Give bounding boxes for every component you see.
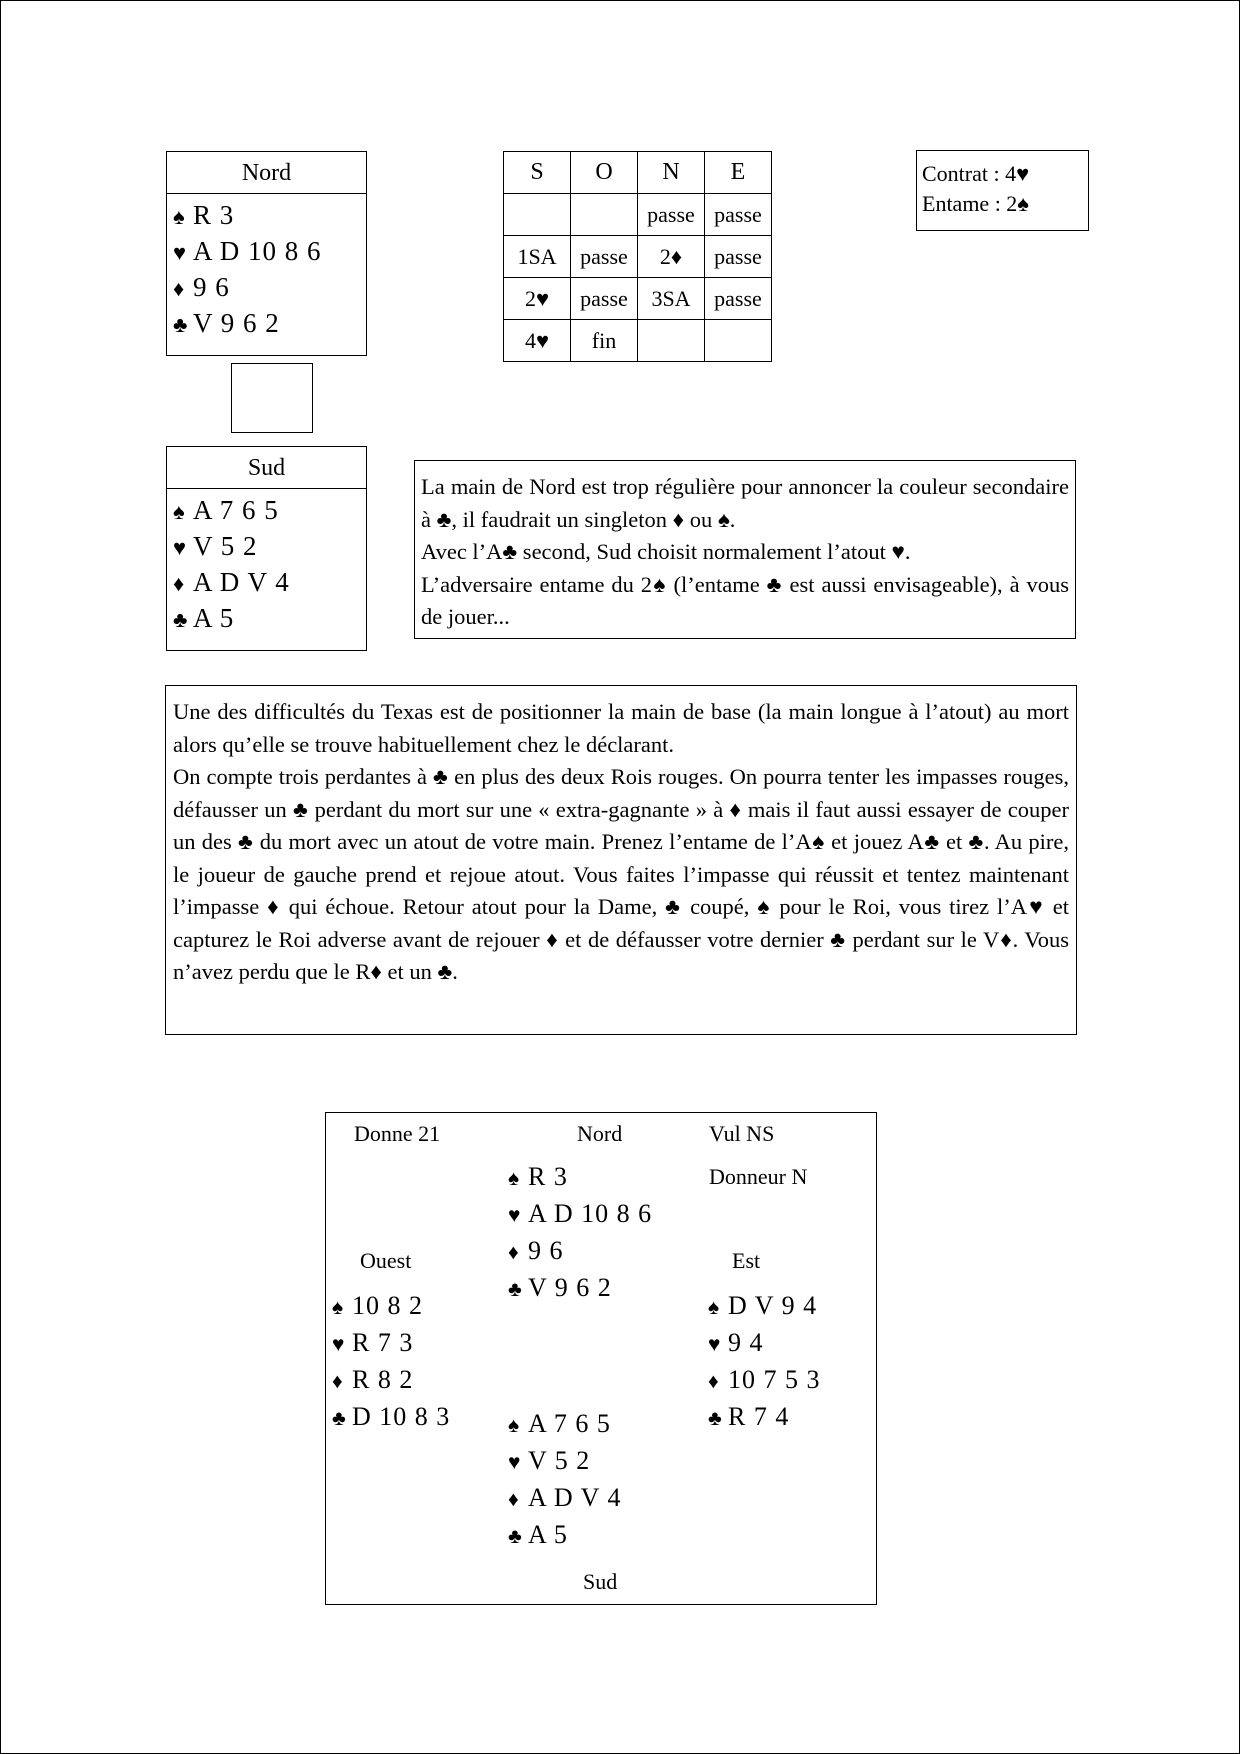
diamond-icon: ♦ bbox=[173, 571, 186, 596]
heart-icon: ♥ bbox=[173, 535, 188, 560]
bidding-row bbox=[504, 194, 772, 236]
spade-icon: ♠ bbox=[173, 204, 186, 229]
analysis-paragraph: On compte trois perdantes à ♣ en plus des deux Rois rouges. On pourra tenter les impasses rouges, défausser un ♣ perdant du mort sur une « extra-gagnante » à ♦ mais il faut aussi essayer de couper un des ♣ du mort avec un atout de votre main. Prenez l’entame de l’A♠ et jouez A♣ et ♣. Au pire, le joueur de gauche prend et rejoue atout. Vous faites l’impasse qui réussit et tentez maintenant l’impasse ♦ qui échoue. Retour atout pour la Dame, ♣ coupé, ♠ pour le Roi, vous tirez l’A♥ et capturez le Roi adverse avant de rejouer ♦ et de défausser votre dernier ♣ perdant sur le V♦. Vous n’avez perdu que le R♦ et un ♣. bbox=[173, 764, 1069, 984]
west-hearts: ♥ R 7 3 bbox=[332, 1325, 450, 1362]
bid-cell: passe bbox=[638, 194, 705, 236]
diagram-west-hand bbox=[332, 1288, 450, 1436]
bidding-row bbox=[504, 236, 772, 278]
bid-cell: fin bbox=[571, 320, 638, 362]
heart-icon: ♥ bbox=[508, 1203, 522, 1227]
club-icon: ♣ bbox=[708, 1406, 723, 1430]
dealer: Donneur N bbox=[709, 1164, 808, 1189]
west-diamonds: ♦ R 8 2 bbox=[332, 1362, 450, 1399]
club-icon: ♣ bbox=[173, 607, 189, 632]
south-hand-title: Sud bbox=[167, 447, 366, 489]
south-hand-box bbox=[166, 446, 367, 651]
bid-cell: 2♦ bbox=[638, 236, 705, 278]
intro-text bbox=[421, 471, 1069, 634]
south-diamonds: ♦ A D V 4 bbox=[173, 565, 366, 601]
diamond-icon: ♦ bbox=[708, 1369, 720, 1393]
bidding-table-wrapper bbox=[503, 151, 772, 362]
intro-text-box bbox=[414, 460, 1076, 639]
bid-cell: passe bbox=[705, 194, 772, 236]
bidding-header: O bbox=[571, 152, 638, 194]
bid-cell bbox=[705, 320, 772, 362]
analysis-text-box bbox=[165, 685, 1077, 1035]
analysis-text bbox=[173, 696, 1069, 989]
south-hearts: ♥ V 5 2 bbox=[173, 529, 366, 565]
contract-box bbox=[916, 150, 1089, 231]
intro-paragraph: L’adversaire entame du 2♠ (l’entame ♣ est aussi envisageable), à vous de jouer... bbox=[421, 571, 1069, 629]
spade-icon: ♠ bbox=[508, 1166, 521, 1190]
bidding-header: S bbox=[504, 152, 571, 194]
north-clubs: ♣ V 9 6 2 bbox=[173, 306, 366, 342]
club-icon: ♣ bbox=[508, 1524, 523, 1548]
diamond-icon: ♦ bbox=[173, 276, 186, 301]
heart-icon: ♥ bbox=[508, 1450, 522, 1474]
north-clubs: ♣ V 9 6 2 bbox=[508, 1270, 652, 1307]
bid-cell: passe bbox=[571, 236, 638, 278]
contract-line: Contrat : 4♥ bbox=[922, 161, 1030, 186]
east-hearts: ♥ 9 4 bbox=[708, 1325, 821, 1362]
heart-icon: ♥ bbox=[708, 1332, 722, 1356]
vulnerability: Vul NS bbox=[709, 1121, 775, 1146]
bid-cell: passe bbox=[705, 236, 772, 278]
club-icon: ♣ bbox=[508, 1277, 523, 1301]
bidding-row bbox=[504, 320, 772, 362]
north-spades: ♠ R 3 bbox=[508, 1159, 652, 1196]
diagram-south-label: Sud bbox=[583, 1569, 618, 1594]
south-hearts: ♥ V 5 2 bbox=[508, 1443, 621, 1480]
analysis-paragraph: Une des difficultés du Texas est de positionner la main de base (la main longue à l’atout) au mort alors qu’elle se trouve habituellement chez le déclarant. bbox=[173, 699, 1069, 757]
bid-cell: 2♥ bbox=[504, 278, 571, 320]
bid-cell bbox=[638, 320, 705, 362]
north-diamonds: ♦ 9 6 bbox=[508, 1233, 652, 1270]
south-clubs: ♣ A 5 bbox=[508, 1517, 621, 1554]
deal-number: Donne 21 bbox=[354, 1121, 441, 1146]
east-spades: ♠ D V 9 4 bbox=[708, 1288, 821, 1325]
north-hand-box bbox=[166, 151, 367, 356]
west-spades: ♠ 10 8 2 bbox=[332, 1288, 450, 1325]
heart-icon: ♥ bbox=[173, 240, 188, 265]
north-spades: ♠ R 3 bbox=[173, 198, 366, 234]
diagram-north-label: Nord bbox=[577, 1121, 623, 1146]
bidding-header: E bbox=[705, 152, 772, 194]
spade-icon: ♠ bbox=[508, 1413, 521, 1437]
north-diamonds: ♦ 9 6 bbox=[173, 270, 366, 306]
east-clubs: ♣ R 7 4 bbox=[708, 1399, 821, 1436]
south-hand-cards bbox=[167, 489, 366, 637]
north-hand-cards bbox=[167, 194, 366, 342]
spade-icon: ♠ bbox=[332, 1295, 345, 1319]
bid-cell: 1SA bbox=[504, 236, 571, 278]
diagram-east-hand bbox=[708, 1288, 821, 1436]
bid-cell: passe bbox=[571, 278, 638, 320]
diagram-north-hand bbox=[508, 1159, 652, 1307]
bid-cell bbox=[571, 194, 638, 236]
diamond-icon: ♦ bbox=[332, 1369, 344, 1393]
heart-icon: ♥ bbox=[332, 1332, 346, 1356]
bid-cell: 4♥ bbox=[504, 320, 571, 362]
bidding-row bbox=[504, 278, 772, 320]
north-hand-title: Nord bbox=[167, 152, 366, 194]
south-diamonds: ♦ A D V 4 bbox=[508, 1480, 621, 1517]
north-hearts: ♥ A D 10 8 6 bbox=[508, 1196, 652, 1233]
west-clubs: ♣ D 10 8 3 bbox=[332, 1399, 450, 1436]
diagram-west-label: Ouest bbox=[360, 1248, 412, 1273]
diamond-icon: ♦ bbox=[508, 1240, 520, 1264]
south-clubs: ♣ A 5 bbox=[173, 601, 366, 637]
intro-paragraph: Avec l’A♣ second, Sud choisit normalement l’atout ♥. bbox=[421, 539, 911, 564]
bidding-header: N bbox=[638, 152, 705, 194]
diamond-icon: ♦ bbox=[508, 1487, 520, 1511]
intro-paragraph: La main de Nord est trop régulière pour annoncer la couleur secondaire à ♣, il faudrait un singleton ♦ ou ♠. bbox=[421, 474, 1069, 532]
bidding-header-row bbox=[504, 152, 772, 194]
south-spades: ♠ A 7 6 5 bbox=[173, 493, 366, 529]
south-spades: ♠ A 7 6 5 bbox=[508, 1406, 621, 1443]
bid-cell bbox=[504, 194, 571, 236]
east-diamonds: ♦ 10 7 5 3 bbox=[708, 1362, 821, 1399]
deal-diagram bbox=[325, 1112, 877, 1605]
lead-line: Entame : 2♠ bbox=[922, 191, 1029, 216]
bidding-table bbox=[503, 151, 772, 362]
club-icon: ♣ bbox=[332, 1406, 347, 1430]
club-icon: ♣ bbox=[173, 312, 189, 337]
spade-icon: ♠ bbox=[708, 1295, 721, 1319]
diagram-east-label: Est bbox=[732, 1248, 761, 1273]
diagram-south-hand bbox=[508, 1406, 621, 1554]
bid-cell: 3SA bbox=[638, 278, 705, 320]
spade-icon: ♠ bbox=[173, 499, 186, 524]
table-square bbox=[231, 363, 313, 433]
north-hearts: ♥ A D 10 8 6 bbox=[173, 234, 366, 270]
bid-cell: passe bbox=[705, 278, 772, 320]
